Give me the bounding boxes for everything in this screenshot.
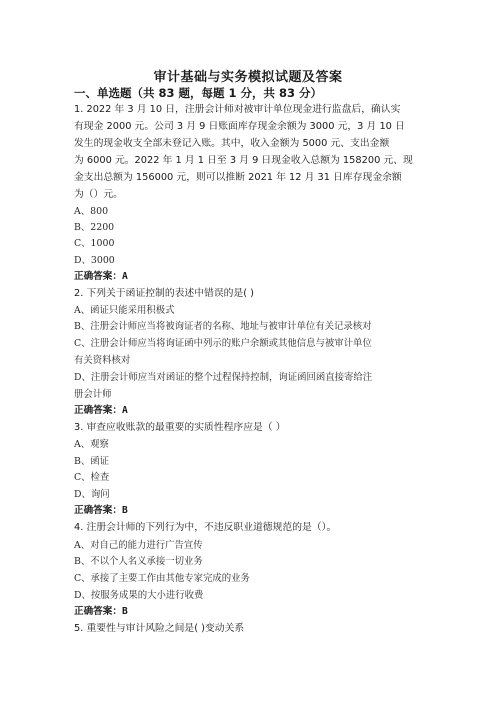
question-1-answer: 正确答案：A bbox=[74, 271, 128, 282]
question-3-option-c: C、检查 bbox=[74, 472, 110, 483]
question-3-option-d: D、询问 bbox=[74, 489, 110, 500]
question-2-option-c-cont: 有关资料核对 bbox=[74, 355, 131, 366]
question-1-option-b: B、2200 bbox=[74, 222, 115, 233]
document-title: 审计基础与实务模拟试题及答案 bbox=[153, 70, 343, 85]
question-3-stem-line: 3. 审查应收账款的最重要的实质性程序应是（ ） bbox=[74, 422, 286, 433]
question-1-option-c: C、1000 bbox=[74, 238, 115, 249]
question-1-stem-line: 为 6000 元。2022 年 1 月 1 日至 3 月 9 日现金收入总额为 158200 元、现 bbox=[74, 155, 413, 166]
question-1-option-a: A、800 bbox=[74, 206, 109, 217]
question-2-stem-line: 2. 下列关于函证控制的表述中错误的是( ) bbox=[74, 288, 254, 299]
question-3-answer: 正确答案：B bbox=[74, 505, 128, 516]
question-4-answer: 正确答案：B bbox=[74, 606, 128, 617]
question-1-stem-line: 金支出总额为 156000 元，则可以推断 2021 年 12 月 31 日库存现金余额 bbox=[74, 172, 402, 183]
question-1-stem-line: 1. 2022 年 3 月 10 日，注册会计师对被审计单位现金进行监盘后，确认实 bbox=[74, 104, 401, 115]
question-5-stem-line: 5. 重要性与审计风险之间是( )变动关系 bbox=[74, 623, 245, 634]
section-heading: 一、单选题（共 83 题，每题 1 分，共 83 分） bbox=[74, 86, 323, 100]
question-2-option-c: C、注册会计师应当将询证函中列示的账户余额或其他信息与被审计单位 bbox=[74, 338, 372, 349]
question-2-option-a: A、函证只能采用积极式 bbox=[74, 305, 175, 316]
question-4-option-b: B、不以个人名义承接一切业务 bbox=[74, 556, 203, 567]
question-4-option-a: A、对自己的能力进行广告宣传 bbox=[74, 540, 203, 551]
question-2-answer: 正确答案：A bbox=[74, 405, 128, 416]
question-2-option-d-cont: 册会计师 bbox=[74, 389, 112, 400]
question-4-stem-line: 4. 注册会计师的下列行为中，不违反职业道德规范的是（）。 bbox=[74, 522, 337, 533]
question-3-option-b: B、函证 bbox=[74, 456, 110, 467]
question-1-option-d: D、3000 bbox=[74, 255, 115, 266]
question-4-option-d: D、按服务成果的大小进行收费 bbox=[74, 590, 204, 601]
question-2-option-b: B、注册会计师应当将被询证者的名称、地址与被审计单位有关记录核对 bbox=[74, 321, 372, 332]
question-4-option-c: C、承接了主要工作由其他专家完成的业务 bbox=[74, 573, 250, 584]
question-3-option-a: A、观察 bbox=[74, 439, 109, 450]
question-2-option-d: D、注册会计师应当对函证的整个过程保持控制，询证函回函直接寄给注 bbox=[74, 372, 373, 383]
question-1-stem-line: 有现金 2000 元。公司 3 月 9 日账面库存现金余额为 3000 元，3 月 10 日 bbox=[74, 121, 405, 132]
question-1-stem-line: 为（）元。 bbox=[74, 189, 123, 200]
question-1-stem-line: 发生的现金收支全部未登记入账。其中，收入金额为 5000 元、支出金额 bbox=[74, 138, 390, 149]
